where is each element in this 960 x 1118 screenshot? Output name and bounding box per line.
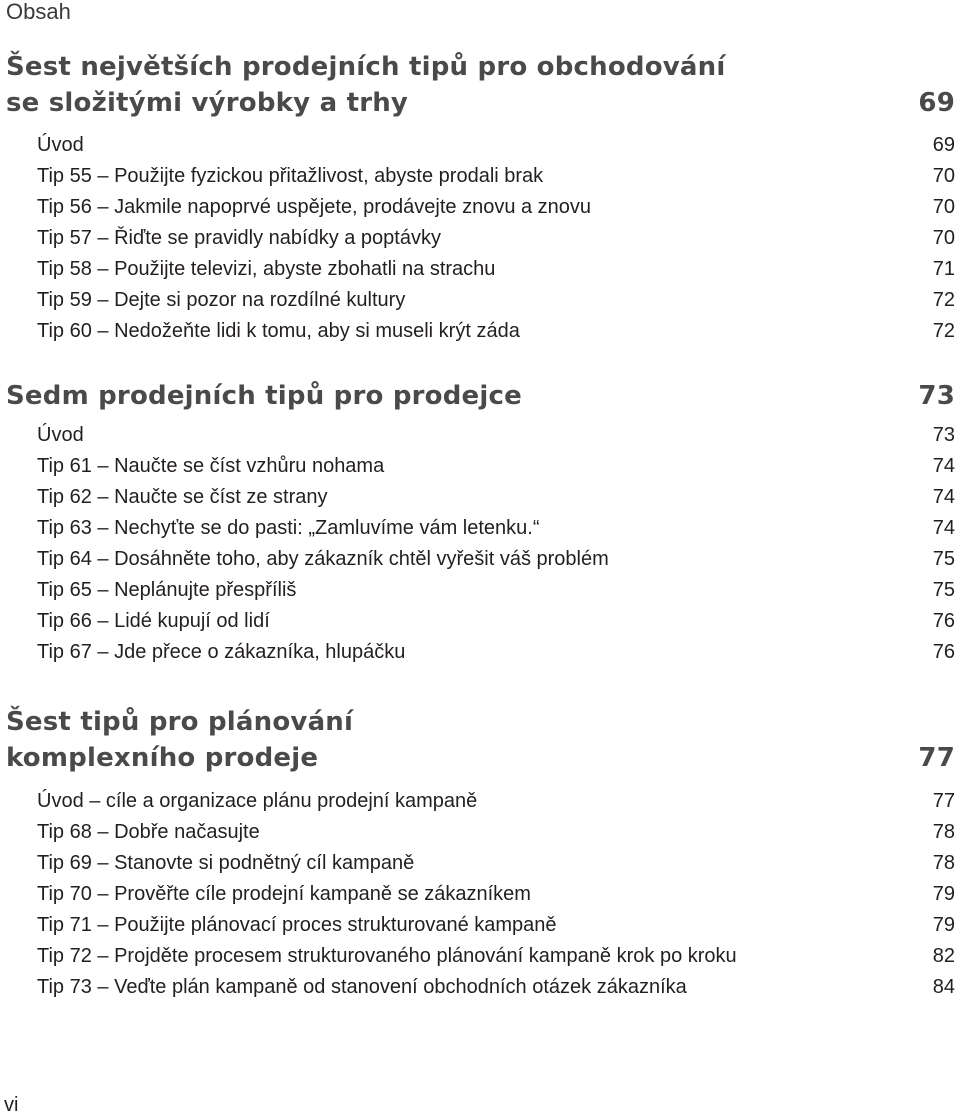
toc-entry[interactable]	[6, 130, 955, 161]
section-title	[6, 704, 955, 776]
toc-entry-title: Úvod	[37, 134, 84, 156]
toc-entry-title: Tip 60 – Nedožeňte lidi k tomu, aby si museli krýt záda	[37, 320, 520, 342]
toc-entry-page: 72	[932, 289, 955, 311]
toc-entry[interactable]	[6, 254, 955, 285]
toc-entry[interactable]	[6, 848, 955, 879]
toc-entry[interactable]	[6, 482, 955, 513]
toc-entry-page: 82	[932, 945, 955, 967]
toc-entry-page: 71	[932, 258, 955, 280]
toc-entry-page: 75	[932, 579, 955, 601]
toc-entry[interactable]	[6, 544, 955, 575]
toc-entry-page: 76	[932, 610, 955, 632]
toc-entry-title: Tip 62 – Naučte se číst ze strany	[37, 486, 328, 508]
toc-entry-page: 69	[932, 134, 955, 156]
toc-section	[6, 49, 955, 347]
toc-entry-page: 73	[932, 424, 955, 446]
toc-entry[interactable]	[6, 451, 955, 482]
toc-entry[interactable]	[6, 575, 955, 606]
toc-entry-page: 72	[932, 320, 955, 342]
section-title	[6, 378, 955, 414]
section-page-number: 73	[918, 381, 955, 411]
toc-entry-page: 74	[932, 455, 955, 477]
toc-entry-page: 74	[932, 486, 955, 508]
toc-entry-list	[6, 786, 955, 1003]
toc-entry-title: Tip 57 – Řiďte se pravidly nabídky a poptávky	[37, 227, 441, 249]
toc-entry-title: Tip 55 – Použijte fyzickou přitažlivost, abyste prodali brak	[37, 165, 544, 187]
toc-entry-title: Úvod – cíle a organizace plánu prodejní kampaně	[37, 790, 478, 812]
toc-entry[interactable]	[6, 161, 955, 192]
toc-entry-page: 77	[932, 790, 955, 812]
toc-entry-page: 79	[932, 883, 955, 905]
toc-entry-page: 78	[932, 821, 955, 843]
toc-entry-title: Tip 70 – Prověřte cíle prodejní kampaně se zákazníkem	[37, 883, 531, 905]
section-title-line: Šest tipů pro plánování	[6, 707, 354, 737]
section-title-line: Sedm prodejních tipů pro prodejce	[6, 381, 522, 411]
section-title-line: Šest největších prodejních tipů pro obchodování	[6, 52, 726, 82]
toc-entry-title: Úvod	[37, 424, 84, 446]
section-title-line: komplexního prodeje	[6, 743, 319, 773]
toc-entry[interactable]	[6, 910, 955, 941]
toc-entry-list	[6, 130, 955, 347]
section-title-line: se složitými výrobky a trhy	[6, 88, 409, 118]
toc-entry-title: Tip 65 – Neplánujte přespříliš	[37, 579, 297, 601]
page-header: Obsah	[6, 0, 71, 24]
section-title	[6, 49, 955, 121]
toc-entry-page: 79	[932, 914, 955, 936]
toc-entry-title: Tip 64 – Dosáhněte toho, aby zákazník chtěl vyřešit váš problém	[37, 548, 609, 570]
toc-entry[interactable]	[6, 513, 955, 544]
toc-entry-page: 84	[932, 976, 955, 998]
toc-entry-title: Tip 66 – Lidé kupují od lidí	[37, 610, 270, 632]
toc-entry-page: 70	[932, 165, 955, 187]
toc-entry[interactable]	[6, 879, 955, 910]
toc-entry[interactable]	[6, 316, 955, 347]
toc-entry-title: Tip 69 – Stanovte si podnětný cíl kampaně	[37, 852, 415, 874]
toc-entry-title: Tip 67 – Jde přece o zákazníka, hlupáčku	[37, 641, 406, 663]
toc-entry[interactable]	[6, 420, 955, 451]
section-page-number: 77	[918, 743, 955, 773]
toc-entry[interactable]	[6, 941, 955, 972]
toc-entry[interactable]	[6, 285, 955, 316]
toc-entry-title: Tip 71 – Použijte plánovací proces strukturované kampaně	[37, 914, 557, 936]
toc-entry[interactable]	[6, 817, 955, 848]
toc-entry-title: Tip 61 – Naučte se číst vzhůru nohama	[37, 455, 385, 477]
toc-entry[interactable]	[6, 192, 955, 223]
toc-entry[interactable]	[6, 637, 955, 668]
toc-entry-page: 76	[932, 641, 955, 663]
toc-section	[6, 378, 955, 668]
toc-entry-page: 75	[932, 548, 955, 570]
toc-section	[6, 704, 955, 1003]
toc-entry[interactable]	[6, 606, 955, 637]
toc-entry[interactable]	[6, 972, 955, 1003]
section-page-number: 69	[918, 88, 955, 118]
page-number: vi	[4, 1094, 19, 1116]
toc-entry-list	[6, 420, 955, 668]
toc-entry[interactable]	[6, 786, 955, 817]
toc-entry-page: 70	[932, 227, 955, 249]
toc-entry-title: Tip 72 – Projděte procesem strukturovaného plánování kampaně krok po kroku	[37, 945, 737, 967]
toc-entry-title: Tip 59 – Dejte si pozor na rozdílné kultury	[37, 289, 406, 311]
toc-entry-title: Tip 58 – Použijte televizi, abyste zbohatli na strachu	[37, 258, 496, 280]
toc-entry-page: 78	[932, 852, 955, 874]
toc-entry-title: Tip 56 – Jakmile napoprvé uspějete, prodávejte znovu a znovu	[37, 196, 592, 218]
toc-entry-page: 70	[932, 196, 955, 218]
toc-entry-title: Tip 63 – Nechyťte se do pasti: „Zamluvíme vám letenku.“	[37, 517, 540, 539]
toc-entry-title: Tip 73 – Veďte plán kampaně od stanovení obchodních otázek zákazníka	[37, 976, 687, 998]
toc-entry[interactable]	[6, 223, 955, 254]
toc-entry-page: 74	[932, 517, 955, 539]
toc-entry-title: Tip 68 – Dobře načasujte	[37, 821, 260, 843]
